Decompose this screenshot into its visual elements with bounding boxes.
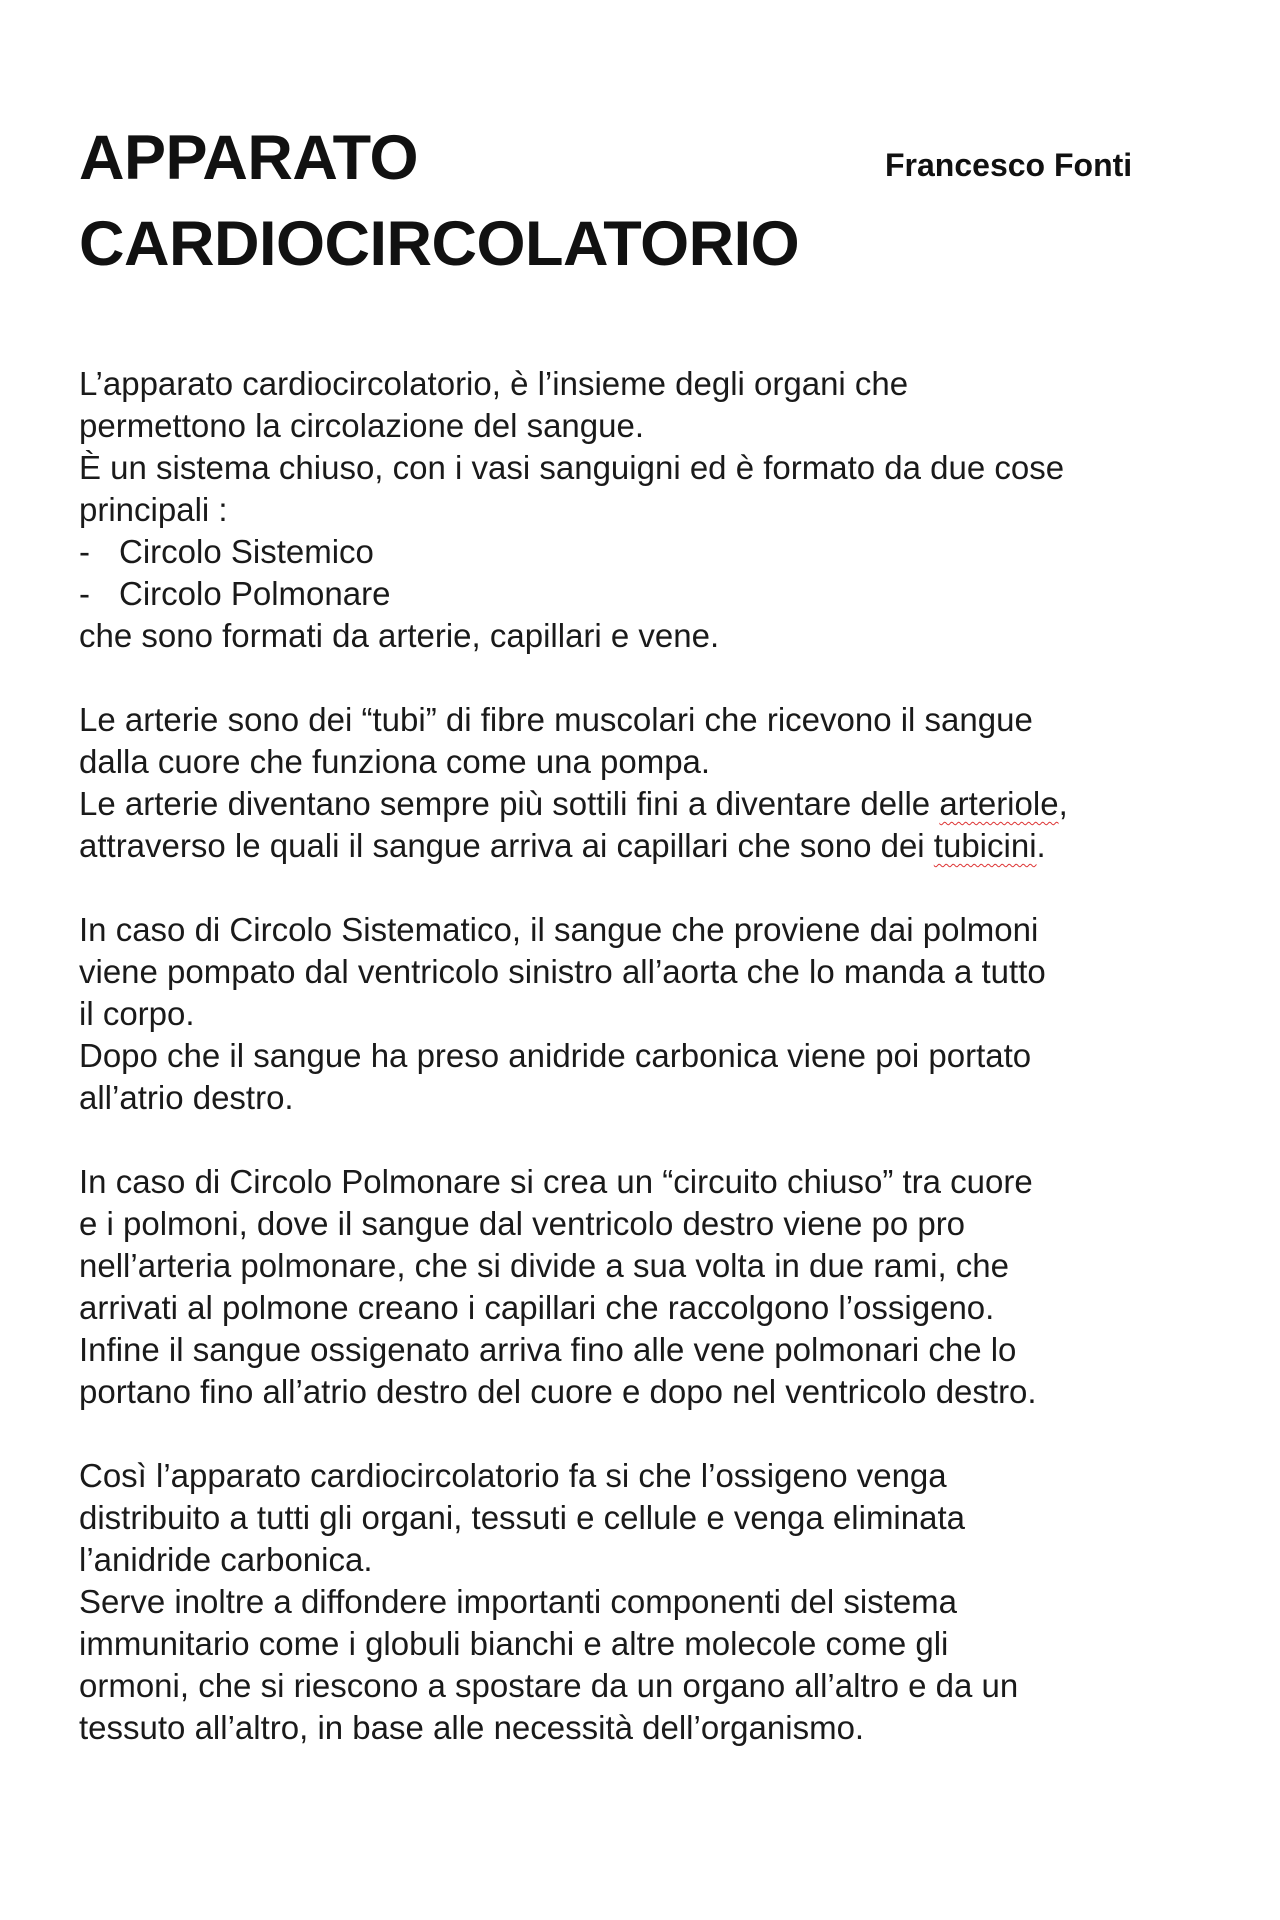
text-line: [79, 783, 1219, 825]
page-title: [79, 115, 799, 287]
paragraph-spacer: [79, 1119, 1219, 1161]
text-line: distribuito a tutti gli organi, tessuti e cellule e venga eliminata: [79, 1499, 965, 1536]
text-line: portano fino all’atrio destro del cuore e dopo nel ventricolo destro.: [79, 1373, 1037, 1410]
list-item-text: Circolo Polmonare: [119, 575, 391, 612]
list-item-text: Circolo Sistemico: [119, 533, 374, 570]
text-fragment: Le arterie diventano sempre più sottili fini a diventare delle: [79, 785, 940, 822]
text-line: tessuto all’altro, in base alle necessità dell’organismo.: [79, 1709, 865, 1746]
bullet-dash: -: [79, 575, 90, 612]
text-line: Dopo che il sangue ha preso anidride carbonica viene poi portato: [79, 1037, 1032, 1074]
text-line: Così l’apparato cardiocircolatorio fa si che l’ossigeno venga: [79, 1457, 947, 1494]
text-line: In caso di Circolo Sistematico, il sangue che proviene dai polmoni: [79, 911, 1039, 948]
spellcheck-word[interactable]: arteriole: [939, 785, 1059, 822]
text-line: arrivati al polmone creano i capillari che raccolgono l’ossigeno.: [79, 1289, 995, 1326]
text-fragment: .: [1036, 827, 1046, 864]
text-line: Le arterie sono dei “tubi” di fibre muscolari che ricevono il sangue: [79, 701, 1033, 738]
text-line: In caso di Circolo Polmonare si crea un “circuito chiuso” tra cuore: [79, 1163, 1033, 1200]
text-line: all’atrio destro.: [79, 1079, 294, 1116]
text-line: l’anidride carbonica.: [79, 1541, 373, 1578]
text-line: il corpo.: [79, 995, 195, 1032]
paragraph-spacer: [79, 657, 1219, 699]
text-line: dalla cuore che funziona come una pompa.: [79, 743, 711, 780]
author-name: Francesco Fonti: [885, 147, 1133, 183]
paragraph-1: [79, 363, 1219, 657]
bullet-dash: -: [79, 533, 90, 570]
text-line: e i polmoni, dove il sangue dal ventricolo destro viene po pro: [79, 1205, 966, 1242]
text-fragment: attraverso le quali il sangue arriva ai capillari che sono dei: [79, 827, 934, 864]
text-line: ormoni, che si riescono a spostare da un organo all’altro e da un: [79, 1667, 1019, 1704]
list-item: [79, 531, 1219, 573]
text-line: che sono formati da arterie, capillari e vene.: [79, 617, 720, 654]
text-line: È un sistema chiuso, con i vasi sanguigni ed è formato da due cose: [79, 449, 1065, 486]
document-body: [79, 363, 1219, 1749]
text-line: Infine il sangue ossigenato arriva fino alle vene polmonari che lo: [79, 1331, 1017, 1368]
text-line: permettono la circolazione del sangue.: [79, 407, 645, 444]
text-line: [79, 825, 1219, 867]
text-line: viene pompato dal ventricolo sinistro all’aorta che lo manda a tutto: [79, 953, 1046, 990]
text-line: Serve inoltre a diffondere importanti componenti del sistema: [79, 1583, 958, 1620]
text-line: principali :: [79, 491, 228, 528]
paragraph-2: [79, 699, 1219, 867]
list-item: [79, 573, 1219, 615]
text-line: nell’arteria polmonare, che si divide a sua volta in due rami, che: [79, 1247, 1009, 1284]
paragraph-spacer: [79, 867, 1219, 909]
paragraph-3: [79, 909, 1219, 1119]
title-line-2: CARDIOCIRCOLATORIO: [79, 209, 800, 279]
spellcheck-word[interactable]: tubicini: [933, 827, 1037, 864]
title-line-1: APPARATO: [79, 123, 419, 193]
paragraph-spacer: [79, 1413, 1219, 1455]
paragraph-5: [79, 1455, 1219, 1749]
text-line: L’apparato cardiocircolatorio, è l’insieme degli organi che: [79, 365, 909, 402]
text-fragment: ,: [1058, 785, 1068, 822]
paragraph-4: [79, 1161, 1219, 1413]
text-line: immunitario come i globuli bianchi e altre molecole come gli: [79, 1625, 949, 1662]
